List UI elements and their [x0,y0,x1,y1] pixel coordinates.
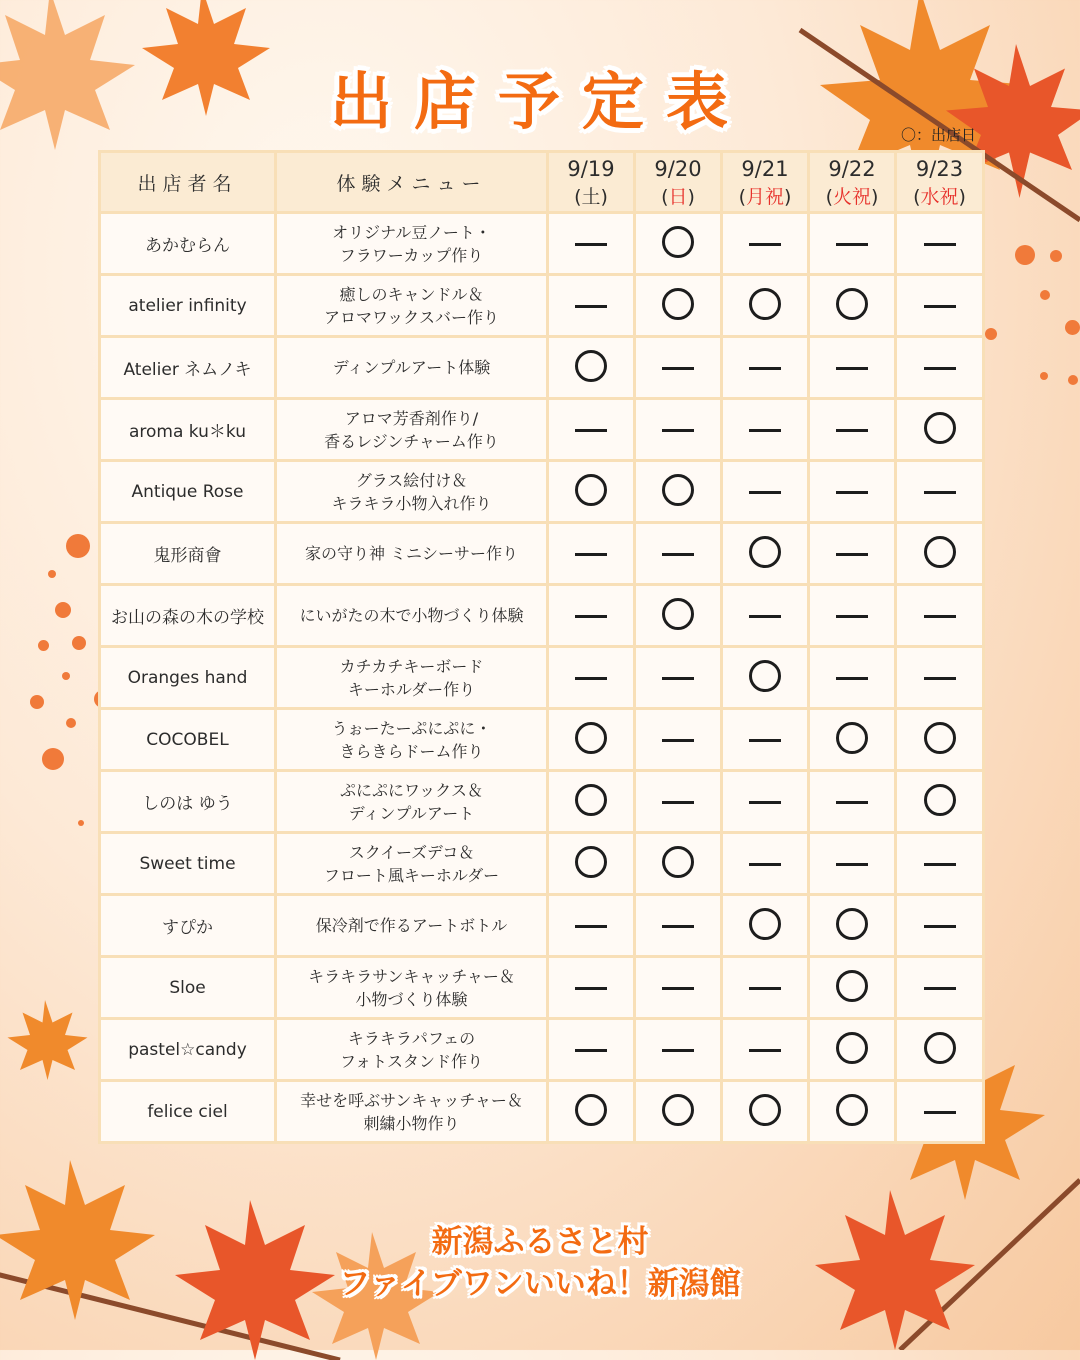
schedule-cell [722,709,809,771]
closed-day-mark [575,615,607,618]
closed-day-mark [924,863,956,866]
exhibitor-name: Oranges hand [100,647,276,709]
schedule-cell [896,1019,984,1081]
open-day-mark [749,1094,781,1126]
menu-cell: 保冷剤で作るアートボトル [276,895,548,957]
schedule-cell [635,771,722,833]
schedule-cell [896,337,984,399]
schedule-cell [635,833,722,895]
table-row [100,337,984,399]
header-day-label: (日) [661,185,695,208]
schedule-cell [896,709,984,771]
exhibitor-name: お山の森の木の学校 [100,585,276,647]
schedule-cell [809,709,896,771]
open-day-mark [924,412,956,444]
schedule-cell [548,1081,635,1143]
closed-day-mark [836,553,868,556]
schedule-cell [548,461,635,523]
schedule-cell [809,275,896,337]
closed-day-mark [836,243,868,246]
schedule-cell [635,647,722,709]
schedule-cell [722,1081,809,1143]
open-day-mark [749,536,781,568]
exhibitor-name: Antique Rose [100,461,276,523]
header-day-label: (火祝) [825,185,879,208]
closed-day-mark [575,429,607,432]
table-row [100,1019,984,1081]
schedule-cell [896,461,984,523]
closed-day-mark [924,305,956,308]
header-day-label: (水祝) [913,185,966,208]
closed-day-mark [749,739,781,742]
closed-day-mark [749,1049,781,1052]
schedule-cell [635,585,722,647]
closed-day-mark [749,863,781,866]
menu-cell: うぉーたーぷにぷに・ きらきらドーム作り [276,709,548,771]
open-day-mark [575,784,607,816]
decor-dot [985,328,997,340]
schedule-cell [809,771,896,833]
schedule-cell [809,647,896,709]
schedule-cell [548,1019,635,1081]
decor-dot [30,695,44,709]
open-day-mark [662,846,694,878]
schedule-cell [809,523,896,585]
schedule-cell [548,523,635,585]
closed-day-mark [662,987,694,990]
menu-cell: 幸せを呼ぶサンキャッチャー＆ 刺繍小物作り [276,1081,548,1143]
header-date-label: 9/23 [915,156,964,181]
menu-cell: オリジナル豆ノート・ フラワーカップ作り [276,213,548,275]
closed-day-mark [749,801,781,804]
open-day-mark [836,908,868,940]
schedule-cell [548,275,635,337]
closed-day-mark [575,1049,607,1052]
schedule-cell [809,1019,896,1081]
header-date-label: 9/21 [741,156,789,181]
header-date-label: 9/20 [654,156,702,181]
menu-cell: ぷにぷにワックス＆ ディンプルアート [276,771,548,833]
open-day-mark [836,970,868,1002]
closed-day-mark [836,429,868,432]
closed-day-mark [836,863,868,866]
decor-dot [55,602,71,618]
table-row [100,833,984,895]
table-row [100,275,984,337]
closed-day-mark [575,925,607,928]
maple-leaf-icon [0,980,100,1100]
schedule-cell [722,957,809,1019]
schedule-cell [809,337,896,399]
header-day-label: (土) [574,185,608,208]
legend: 〇：出店日 [900,126,976,144]
table-row [100,213,984,275]
schedule-cell [896,213,984,275]
schedule-cell [809,213,896,275]
exhibitor-name: あかむらん [100,213,276,275]
schedule-cell [809,833,896,895]
open-day-mark [575,350,607,382]
menu-cell: 家の守り神 ミニシーサー作り [276,523,548,585]
schedule-cell [722,895,809,957]
menu-cell: キラキラパフェの フォトスタンド作り [276,1019,548,1081]
menu-cell: キラキラサンキャッチャー＆ 小物づくり体験 [276,957,548,1019]
schedule-cell [635,957,722,1019]
closed-day-mark [924,925,956,928]
closed-day-mark [924,367,956,370]
schedule-cell [896,585,984,647]
exhibitor-name: aroma ku＊ku [100,399,276,461]
closed-day-mark [924,987,956,990]
exhibitor-name: 鬼形商會 [100,523,276,585]
exhibitor-name: pastel☆candy [100,1019,276,1081]
decor-dot [78,820,84,826]
decor-dot [1068,375,1078,385]
schedule-cell [635,895,722,957]
menu-cell: アロマ芳香剤作り/ 香るレジンチャーム作り [276,399,548,461]
open-day-mark [836,1094,868,1126]
header-date [548,152,635,213]
schedule-cell [722,585,809,647]
schedule-cell [896,275,984,337]
schedule-cell [809,1081,896,1143]
closed-day-mark [924,243,956,246]
schedule-cell [548,957,635,1019]
open-day-mark [575,1094,607,1126]
open-day-mark [662,474,694,506]
schedule-cell [896,895,984,957]
open-day-mark [662,226,694,258]
closed-day-mark [662,429,694,432]
schedule-cell [635,709,722,771]
schedule-cell [548,709,635,771]
schedule-cell [896,399,984,461]
closed-day-mark [662,925,694,928]
schedule-cell [896,771,984,833]
closed-day-mark [749,243,781,246]
decor-dot [38,640,49,651]
open-day-mark [749,908,781,940]
schedule-cell [896,957,984,1019]
decor-dot [1040,290,1050,300]
decor-dot [1015,245,1035,265]
open-day-mark [836,288,868,320]
table-row [100,709,984,771]
schedule-cell [809,895,896,957]
open-day-mark [924,1032,956,1064]
exhibitor-name: Sweet time [100,833,276,895]
menu-cell: にいがたの木で小物づくり体験 [276,585,548,647]
schedule-cell [635,523,722,585]
header-menu: 体験メニュー [276,152,548,213]
schedule-cell [635,1019,722,1081]
table-row [100,585,984,647]
schedule-cell [548,337,635,399]
table-row [100,647,984,709]
closed-day-mark [749,615,781,618]
schedule-cell [548,213,635,275]
table-row [100,957,984,1019]
decor-dot [42,748,64,770]
exhibitor-name: すぴか [100,895,276,957]
closed-day-mark [924,677,956,680]
decor-dot [66,534,90,558]
schedule-cell [635,337,722,399]
decor-dot [72,636,86,650]
exhibitor-name: felice ciel [100,1081,276,1143]
decor-dot [1040,372,1048,380]
decor-dot [66,718,76,728]
header-date [722,152,809,213]
decor-dot [1050,250,1062,262]
closed-day-mark [662,367,694,370]
closed-day-mark [575,305,607,308]
schedule-cell [896,523,984,585]
table-row [100,399,984,461]
decor-dot [62,672,70,680]
exhibitor-name: Atelier ネムノキ [100,337,276,399]
schedule-cell [722,1019,809,1081]
exhibitor-name: COCOBEL [100,709,276,771]
decor-dot [48,570,56,578]
footer-line1: 新潟ふるさと村 [431,1224,649,1260]
exhibitor-name: atelier infinity [100,275,276,337]
schedule-cell [722,647,809,709]
header-date [635,152,722,213]
schedule-cell [722,213,809,275]
schedule-cell [635,399,722,461]
open-day-mark [575,474,607,506]
table-row [100,523,984,585]
menu-cell: カチカチキーボード キーホルダー作り [276,647,548,709]
closed-day-mark [836,801,868,804]
open-day-mark [575,722,607,754]
schedule-cell [722,337,809,399]
schedule-cell [548,895,635,957]
open-day-mark [836,1032,868,1064]
schedule-cell [548,833,635,895]
table-row [100,1081,984,1143]
schedule-cell [809,957,896,1019]
footer-line2: ファイブワンいいね！新潟館 [339,1266,741,1302]
closed-day-mark [749,491,781,494]
schedule-cell [548,585,635,647]
menu-cell: 癒しのキャンドル＆ アロマワックスバー作り [276,275,548,337]
menu-cell: スクイーズデコ＆ フロート風キーホルダー [276,833,548,895]
closed-day-mark [575,677,607,680]
schedule-cell [722,399,809,461]
exhibitor-name: Sloe [100,957,276,1019]
schedule-cell [896,833,984,895]
open-day-mark [662,598,694,630]
closed-day-mark [836,677,868,680]
schedule-cell [722,275,809,337]
closed-day-mark [575,243,607,246]
closed-day-mark [575,553,607,556]
closed-day-mark [749,367,781,370]
open-day-mark [662,1094,694,1126]
open-day-mark [749,660,781,692]
open-day-mark [662,288,694,320]
menu-cell: グラス絵付け＆ キラキラ小物入れ作り [276,461,548,523]
open-day-mark [575,846,607,878]
table-row [100,461,984,523]
header-date-label: 9/22 [828,156,876,181]
schedule-cell [896,647,984,709]
closed-day-mark [924,615,956,618]
schedule-cell [722,523,809,585]
closed-day-mark [662,739,694,742]
schedule-cell [635,461,722,523]
schedule-cell [809,585,896,647]
closed-day-mark [836,615,868,618]
schedule-table [98,150,985,1144]
closed-day-mark [662,801,694,804]
header-day-label: (月祝) [738,185,792,208]
header-date [896,152,984,213]
closed-day-mark [662,677,694,680]
schedule-cell [722,833,809,895]
closed-day-mark [662,553,694,556]
schedule-cell [548,771,635,833]
header-exhibitor: 出店者名 [100,152,276,213]
open-day-mark [749,288,781,320]
open-day-mark [924,784,956,816]
header-date-label: 9/19 [567,156,615,181]
closed-day-mark [836,367,868,370]
schedule-cell [635,1081,722,1143]
closed-day-mark [749,987,781,990]
open-day-mark [924,722,956,754]
schedule-cell [635,213,722,275]
header-date [809,152,896,213]
closed-day-mark [924,1111,956,1114]
closed-day-mark [836,491,868,494]
schedule-cell [548,647,635,709]
schedule-cell [635,275,722,337]
schedule-cell [722,771,809,833]
schedule-cell [896,1081,984,1143]
exhibitor-name: しのは ゆう [100,771,276,833]
schedule-cell [809,399,896,461]
schedule-cell [722,461,809,523]
schedule-cell [809,461,896,523]
closed-day-mark [924,491,956,494]
page-title: 出店予定表 [329,65,750,138]
decor-dot [1065,320,1080,335]
closed-day-mark [575,987,607,990]
header-row [100,152,984,213]
open-day-mark [836,722,868,754]
table-row [100,771,984,833]
open-day-mark [924,536,956,568]
menu-cell: ディンプルアート体験 [276,337,548,399]
closed-day-mark [662,1049,694,1052]
schedule-cell [548,399,635,461]
table-row [100,895,984,957]
closed-day-mark [749,429,781,432]
